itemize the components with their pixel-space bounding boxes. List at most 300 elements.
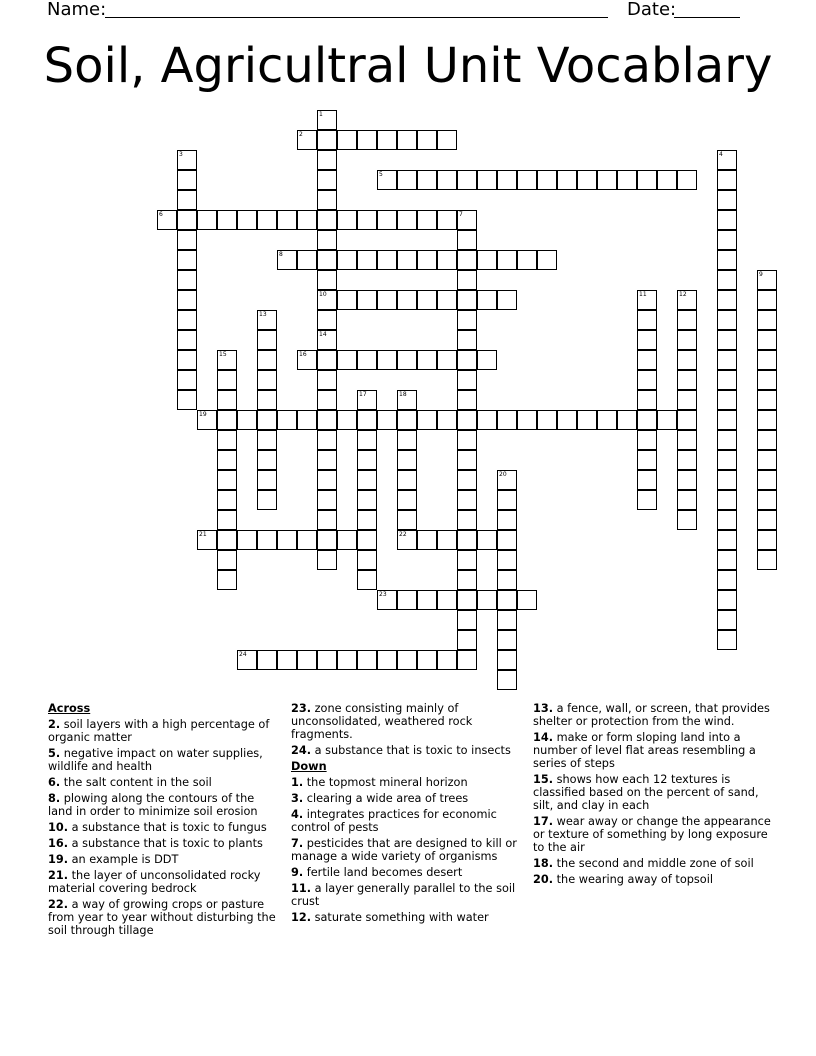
grid-cell[interactable] bbox=[237, 530, 257, 550]
grid-cell[interactable] bbox=[437, 350, 457, 370]
grid-cell[interactable] bbox=[417, 590, 437, 610]
grid-cell[interactable] bbox=[177, 370, 197, 390]
grid-cell[interactable] bbox=[637, 310, 657, 330]
grid-cell[interactable] bbox=[437, 130, 457, 150]
grid-cell[interactable] bbox=[297, 350, 317, 370]
grid-cell[interactable] bbox=[757, 510, 777, 530]
grid-cell[interactable] bbox=[497, 530, 517, 550]
grid-cell[interactable] bbox=[537, 170, 557, 190]
grid-cell[interactable] bbox=[397, 130, 417, 150]
grid-cell[interactable] bbox=[177, 390, 197, 410]
grid-cell[interactable] bbox=[297, 530, 317, 550]
grid-cell[interactable] bbox=[317, 250, 337, 270]
grid-cell[interactable] bbox=[637, 490, 657, 510]
grid-cell[interactable] bbox=[177, 310, 197, 330]
grid-cell[interactable] bbox=[717, 530, 737, 550]
grid-cell[interactable] bbox=[177, 350, 197, 370]
grid-cell[interactable] bbox=[377, 290, 397, 310]
grid-cell[interactable] bbox=[677, 370, 697, 390]
grid-cell[interactable] bbox=[417, 290, 437, 310]
grid-cell[interactable] bbox=[637, 430, 657, 450]
grid-cell[interactable] bbox=[177, 190, 197, 210]
grid-cell[interactable] bbox=[517, 170, 537, 190]
grid-cell[interactable] bbox=[457, 270, 477, 290]
grid-cell[interactable] bbox=[357, 650, 377, 670]
grid-cell[interactable] bbox=[437, 590, 457, 610]
grid-cell[interactable] bbox=[457, 450, 477, 470]
grid-cell[interactable] bbox=[497, 610, 517, 630]
clue-number: 23 bbox=[379, 591, 387, 598]
grid-cell[interactable] bbox=[437, 170, 457, 190]
grid-cell[interactable] bbox=[497, 550, 517, 570]
grid-cell[interactable] bbox=[217, 430, 237, 450]
grid-cell[interactable] bbox=[397, 410, 417, 430]
grid-cell[interactable] bbox=[397, 290, 417, 310]
grid-cell[interactable] bbox=[437, 250, 457, 270]
grid-cell[interactable] bbox=[497, 510, 517, 530]
grid-cell[interactable] bbox=[337, 250, 357, 270]
grid-cell[interactable] bbox=[417, 250, 437, 270]
grid-cell[interactable] bbox=[757, 390, 777, 410]
grid-cell[interactable] bbox=[457, 250, 477, 270]
grid-cell[interactable] bbox=[677, 390, 697, 410]
grid-cell[interactable] bbox=[557, 170, 577, 190]
grid-cell[interactable] bbox=[277, 410, 297, 430]
clue-text: integrates practices for economic control of pests bbox=[291, 808, 497, 834]
grid-cell[interactable] bbox=[217, 530, 237, 550]
grid-cell[interactable] bbox=[757, 310, 777, 330]
grid-cell[interactable] bbox=[217, 570, 237, 590]
grid-cell[interactable] bbox=[757, 490, 777, 510]
grid-cell[interactable] bbox=[417, 210, 437, 230]
grid-cell[interactable] bbox=[237, 650, 257, 670]
grid-cell[interactable] bbox=[337, 350, 357, 370]
grid-cell[interactable] bbox=[397, 250, 417, 270]
clue-text: an example is DDT bbox=[68, 853, 179, 866]
grid-cell[interactable] bbox=[317, 290, 337, 310]
grid-cell[interactable] bbox=[497, 570, 517, 590]
grid-cell[interactable] bbox=[357, 350, 377, 370]
grid-cell[interactable] bbox=[217, 510, 237, 530]
grid-cell[interactable] bbox=[317, 410, 337, 430]
grid-cell[interactable] bbox=[317, 150, 337, 170]
clue-num: 3. bbox=[291, 792, 304, 805]
grid-cell[interactable] bbox=[677, 290, 697, 310]
grid-cell[interactable] bbox=[717, 390, 737, 410]
grid-cell[interactable] bbox=[257, 390, 277, 410]
grid-cell[interactable] bbox=[497, 470, 517, 490]
grid-cell[interactable] bbox=[397, 350, 417, 370]
grid-cell[interactable] bbox=[637, 450, 657, 470]
grid-cell[interactable] bbox=[517, 250, 537, 270]
grid-cell[interactable] bbox=[717, 570, 737, 590]
grid-cell[interactable] bbox=[437, 210, 457, 230]
grid-cell[interactable] bbox=[377, 250, 397, 270]
grid-cell[interactable] bbox=[397, 590, 417, 610]
grid-cell[interactable] bbox=[397, 510, 417, 530]
grid-cell[interactable] bbox=[457, 410, 477, 430]
grid-cell[interactable] bbox=[177, 250, 197, 270]
grid-cell[interactable] bbox=[477, 350, 497, 370]
grid-cell[interactable] bbox=[717, 350, 737, 370]
clue-number: 21 bbox=[199, 531, 207, 538]
grid-cell[interactable] bbox=[717, 610, 737, 630]
grid-cell[interactable] bbox=[677, 350, 697, 370]
clue-num: 6. bbox=[48, 776, 61, 789]
grid-cell[interactable] bbox=[317, 350, 337, 370]
grid-cell[interactable] bbox=[257, 490, 277, 510]
clue-text: the second and middle zone of soil bbox=[553, 857, 754, 870]
grid-cell[interactable] bbox=[317, 450, 337, 470]
grid-cell[interactable] bbox=[317, 390, 337, 410]
grid-cell[interactable] bbox=[477, 290, 497, 310]
grid-cell[interactable] bbox=[297, 210, 317, 230]
grid-cell[interactable] bbox=[497, 490, 517, 510]
grid-cell[interactable] bbox=[377, 170, 397, 190]
grid-cell[interactable] bbox=[437, 410, 457, 430]
grid-cell[interactable] bbox=[417, 650, 437, 670]
grid-cell[interactable] bbox=[457, 430, 477, 450]
grid-cell[interactable] bbox=[217, 390, 237, 410]
grid-cell[interactable] bbox=[477, 410, 497, 430]
clue-number: 24 bbox=[239, 651, 247, 658]
grid-cell[interactable] bbox=[757, 470, 777, 490]
grid-cell[interactable] bbox=[257, 650, 277, 670]
grid-cell[interactable] bbox=[637, 350, 657, 370]
grid-cell[interactable] bbox=[457, 550, 477, 570]
grid-cell[interactable] bbox=[357, 390, 377, 410]
grid-cell[interactable] bbox=[277, 530, 297, 550]
grid-cell[interactable] bbox=[417, 170, 437, 190]
grid-cell[interactable] bbox=[457, 290, 477, 310]
grid-cell[interactable] bbox=[457, 210, 477, 230]
grid-cell[interactable] bbox=[457, 170, 477, 190]
grid-cell[interactable] bbox=[217, 450, 237, 470]
grid-cell[interactable] bbox=[257, 430, 277, 450]
grid-cell[interactable] bbox=[597, 410, 617, 430]
clue-num: 24. bbox=[291, 744, 312, 757]
grid-cell[interactable] bbox=[317, 650, 337, 670]
grid-cell[interactable] bbox=[237, 410, 257, 430]
grid-cell[interactable] bbox=[517, 410, 537, 430]
across-clue bbox=[48, 853, 276, 866]
grid-cell[interactable] bbox=[717, 430, 737, 450]
grid-cell[interactable] bbox=[377, 210, 397, 230]
grid-cell[interactable] bbox=[297, 650, 317, 670]
grid-cell[interactable] bbox=[677, 310, 697, 330]
grid-cell[interactable] bbox=[537, 410, 557, 430]
grid-cell[interactable] bbox=[757, 370, 777, 390]
grid-cell[interactable] bbox=[317, 530, 337, 550]
grid-cell[interactable] bbox=[677, 170, 697, 190]
down-heading: Down bbox=[291, 760, 327, 773]
grid-cell[interactable] bbox=[437, 290, 457, 310]
grid-cell[interactable] bbox=[257, 470, 277, 490]
grid-cell[interactable] bbox=[717, 490, 737, 510]
grid-cell[interactable] bbox=[357, 250, 377, 270]
grid-cell[interactable] bbox=[357, 290, 377, 310]
grid-cell[interactable] bbox=[377, 410, 397, 430]
grid-cell[interactable] bbox=[357, 130, 377, 150]
grid-cell[interactable] bbox=[277, 250, 297, 270]
grid-cell[interactable] bbox=[497, 410, 517, 430]
grid-cell[interactable] bbox=[497, 590, 517, 610]
grid-cell[interactable] bbox=[217, 350, 237, 370]
grid-cell[interactable] bbox=[637, 170, 657, 190]
grid-cell[interactable] bbox=[317, 510, 337, 530]
grid-cell[interactable] bbox=[357, 430, 377, 450]
grid-cell[interactable] bbox=[457, 590, 477, 610]
grid-cell[interactable] bbox=[717, 450, 737, 470]
grid-cell[interactable] bbox=[177, 210, 197, 230]
grid-cell[interactable] bbox=[717, 290, 737, 310]
grid-cell[interactable] bbox=[717, 250, 737, 270]
grid-cell[interactable] bbox=[357, 450, 377, 470]
grid-cell[interactable] bbox=[437, 530, 457, 550]
grid-cell[interactable] bbox=[637, 410, 657, 430]
grid-cell[interactable] bbox=[717, 550, 737, 570]
grid-cell[interactable] bbox=[677, 450, 697, 470]
grid-cell[interactable] bbox=[717, 150, 737, 170]
down-clue bbox=[291, 866, 521, 879]
grid-cell[interactable] bbox=[717, 470, 737, 490]
grid-cell[interactable] bbox=[297, 130, 317, 150]
grid-cell[interactable] bbox=[717, 230, 737, 250]
grid-cell[interactable] bbox=[457, 230, 477, 250]
grid-cell[interactable] bbox=[377, 590, 397, 610]
grid-cell[interactable] bbox=[257, 410, 277, 430]
grid-cell[interactable] bbox=[517, 590, 537, 610]
grid-cell[interactable] bbox=[337, 210, 357, 230]
grid-cell[interactable] bbox=[317, 490, 337, 510]
grid-cell[interactable] bbox=[317, 190, 337, 210]
grid-cell[interactable] bbox=[577, 410, 597, 430]
grid-cell[interactable] bbox=[257, 330, 277, 350]
grid-cell[interactable] bbox=[417, 350, 437, 370]
grid-cell[interactable] bbox=[637, 390, 657, 410]
grid-cell[interactable] bbox=[377, 650, 397, 670]
grid-cell[interactable] bbox=[457, 630, 477, 650]
grid-cell[interactable] bbox=[217, 470, 237, 490]
grid-cell[interactable] bbox=[317, 110, 337, 130]
grid-cell[interactable] bbox=[397, 650, 417, 670]
grid-cell[interactable] bbox=[217, 490, 237, 510]
grid-cell[interactable] bbox=[197, 410, 217, 430]
grid-cell[interactable] bbox=[497, 630, 517, 650]
grid-cell[interactable] bbox=[317, 310, 337, 330]
clue-num: 9. bbox=[291, 866, 304, 879]
clue-text: a layer generally parallel to the soil crust bbox=[291, 882, 516, 908]
grid-cell[interactable] bbox=[457, 370, 477, 390]
grid-cell[interactable] bbox=[757, 350, 777, 370]
grid-cell[interactable] bbox=[477, 170, 497, 190]
grid-cell[interactable] bbox=[457, 330, 477, 350]
grid-cell[interactable] bbox=[177, 290, 197, 310]
grid-cell[interactable] bbox=[717, 190, 737, 210]
grid-cell[interactable] bbox=[257, 370, 277, 390]
grid-cell[interactable] bbox=[417, 130, 437, 150]
grid-cell[interactable] bbox=[297, 410, 317, 430]
grid-cell[interactable] bbox=[757, 450, 777, 470]
grid-cell[interactable] bbox=[617, 410, 637, 430]
grid-cell[interactable] bbox=[177, 330, 197, 350]
grid-cell[interactable] bbox=[257, 310, 277, 330]
grid-cell[interactable] bbox=[457, 490, 477, 510]
grid-cell[interactable] bbox=[497, 670, 517, 690]
clue-num: 7. bbox=[291, 837, 304, 850]
grid-cell[interactable] bbox=[757, 550, 777, 570]
grid-cell[interactable] bbox=[457, 610, 477, 630]
grid-cell[interactable] bbox=[317, 270, 337, 290]
grid-cell[interactable] bbox=[717, 370, 737, 390]
grid-cell[interactable] bbox=[277, 650, 297, 670]
grid-cell[interactable] bbox=[177, 270, 197, 290]
grid-cell[interactable] bbox=[257, 350, 277, 370]
grid-cell[interactable] bbox=[417, 530, 437, 550]
grid-cell[interactable] bbox=[457, 650, 477, 670]
grid-cell[interactable] bbox=[317, 430, 337, 450]
grid-cell[interactable] bbox=[357, 470, 377, 490]
grid-cell[interactable] bbox=[677, 410, 697, 430]
grid-cell[interactable] bbox=[497, 290, 517, 310]
grid-cell[interactable] bbox=[557, 410, 577, 430]
grid-cell[interactable] bbox=[637, 370, 657, 390]
grid-cell[interactable] bbox=[497, 250, 517, 270]
grid-cell[interactable] bbox=[177, 170, 197, 190]
grid-cell[interactable] bbox=[757, 290, 777, 310]
grid-cell[interactable] bbox=[457, 350, 477, 370]
grid-cell[interactable] bbox=[257, 210, 277, 230]
grid-cell[interactable] bbox=[257, 530, 277, 550]
grid-cell[interactable] bbox=[377, 350, 397, 370]
grid-cell[interactable] bbox=[717, 170, 737, 190]
grid-cell[interactable] bbox=[717, 310, 737, 330]
grid-cell[interactable] bbox=[757, 330, 777, 350]
grid-cell[interactable] bbox=[437, 650, 457, 670]
grid-cell[interactable] bbox=[457, 390, 477, 410]
grid-cell[interactable] bbox=[197, 210, 217, 230]
grid-cell[interactable] bbox=[337, 290, 357, 310]
grid-cell[interactable] bbox=[497, 170, 517, 190]
grid-cell[interactable] bbox=[397, 530, 417, 550]
grid-cell[interactable] bbox=[357, 410, 377, 430]
grid-cell[interactable] bbox=[657, 410, 677, 430]
grid-cell[interactable] bbox=[177, 230, 197, 250]
grid-cell[interactable] bbox=[717, 410, 737, 430]
grid-cell[interactable] bbox=[397, 170, 417, 190]
grid-cell[interactable] bbox=[397, 390, 417, 410]
grid-cell[interactable] bbox=[757, 410, 777, 430]
grid-cell[interactable] bbox=[317, 470, 337, 490]
grid-cell[interactable] bbox=[377, 130, 397, 150]
grid-cell[interactable] bbox=[337, 650, 357, 670]
grid-cell[interactable] bbox=[497, 650, 517, 670]
grid-cell[interactable] bbox=[457, 310, 477, 330]
grid-cell[interactable] bbox=[457, 530, 477, 550]
grid-cell[interactable] bbox=[637, 290, 657, 310]
grid-cell[interactable] bbox=[477, 590, 497, 610]
grid-cell[interactable] bbox=[677, 330, 697, 350]
grid-cell[interactable] bbox=[677, 490, 697, 510]
grid-cell[interactable] bbox=[357, 570, 377, 590]
grid-cell[interactable] bbox=[477, 530, 497, 550]
grid-cell[interactable] bbox=[257, 450, 277, 470]
grid-cell[interactable] bbox=[357, 510, 377, 530]
grid-cell[interactable] bbox=[717, 330, 737, 350]
grid-cell[interactable] bbox=[637, 470, 657, 490]
grid-cell[interactable] bbox=[677, 510, 697, 530]
grid-cell[interactable] bbox=[477, 250, 497, 270]
grid-cell[interactable] bbox=[757, 270, 777, 290]
grid-cell[interactable] bbox=[677, 430, 697, 450]
grid-cell[interactable] bbox=[657, 170, 677, 190]
grid-cell[interactable] bbox=[217, 370, 237, 390]
grid-cell[interactable] bbox=[717, 210, 737, 230]
grid-cell[interactable] bbox=[717, 270, 737, 290]
grid-cell[interactable] bbox=[577, 170, 597, 190]
clue-num: 21. bbox=[48, 869, 69, 882]
grid-cell[interactable] bbox=[197, 530, 217, 550]
grid-cell[interactable] bbox=[337, 410, 357, 430]
grid-cell[interactable] bbox=[317, 230, 337, 250]
grid-cell[interactable] bbox=[397, 450, 417, 470]
grid-cell[interactable] bbox=[317, 210, 337, 230]
grid-cell[interactable] bbox=[217, 210, 237, 230]
clue-text: a substance that is toxic to fungus bbox=[68, 821, 267, 834]
grid-cell[interactable] bbox=[337, 130, 357, 150]
grid-cell[interactable] bbox=[337, 530, 357, 550]
grid-cell[interactable] bbox=[597, 170, 617, 190]
grid-cell[interactable] bbox=[397, 430, 417, 450]
grid-cell[interactable] bbox=[357, 530, 377, 550]
grid-cell[interactable] bbox=[637, 330, 657, 350]
grid-cell[interactable] bbox=[357, 550, 377, 570]
grid-cell[interactable] bbox=[357, 210, 377, 230]
grid-cell[interactable] bbox=[317, 170, 337, 190]
grid-cell[interactable] bbox=[417, 410, 437, 430]
grid-cell[interactable] bbox=[297, 250, 317, 270]
clue-num: 5. bbox=[48, 747, 61, 760]
grid-cell[interactable] bbox=[457, 570, 477, 590]
grid-cell[interactable] bbox=[717, 590, 737, 610]
grid-cell[interactable] bbox=[537, 250, 557, 270]
grid-cell[interactable] bbox=[357, 490, 377, 510]
grid-cell[interactable] bbox=[237, 210, 257, 230]
grid-cell[interactable] bbox=[717, 630, 737, 650]
grid-cell[interactable] bbox=[217, 550, 237, 570]
grid-cell[interactable] bbox=[457, 510, 477, 530]
grid-cell[interactable] bbox=[157, 210, 177, 230]
grid-cell[interactable] bbox=[277, 210, 297, 230]
grid-cell[interactable] bbox=[677, 470, 697, 490]
grid-cell[interactable] bbox=[757, 430, 777, 450]
grid-cell[interactable] bbox=[317, 370, 337, 390]
grid-cell[interactable] bbox=[397, 210, 417, 230]
grid-cell[interactable] bbox=[397, 470, 417, 490]
down-clue bbox=[533, 873, 771, 886]
grid-cell[interactable] bbox=[717, 510, 737, 530]
grid-cell[interactable] bbox=[397, 490, 417, 510]
grid-cell[interactable] bbox=[177, 150, 197, 170]
clue-number: 13 bbox=[259, 311, 267, 318]
grid-cell[interactable] bbox=[617, 170, 637, 190]
grid-cell[interactable] bbox=[457, 470, 477, 490]
grid-cell[interactable] bbox=[317, 130, 337, 150]
grid-cell[interactable] bbox=[217, 410, 237, 430]
grid-cell[interactable] bbox=[317, 550, 337, 570]
grid-cell[interactable] bbox=[317, 330, 337, 350]
grid-cell[interactable] bbox=[757, 530, 777, 550]
